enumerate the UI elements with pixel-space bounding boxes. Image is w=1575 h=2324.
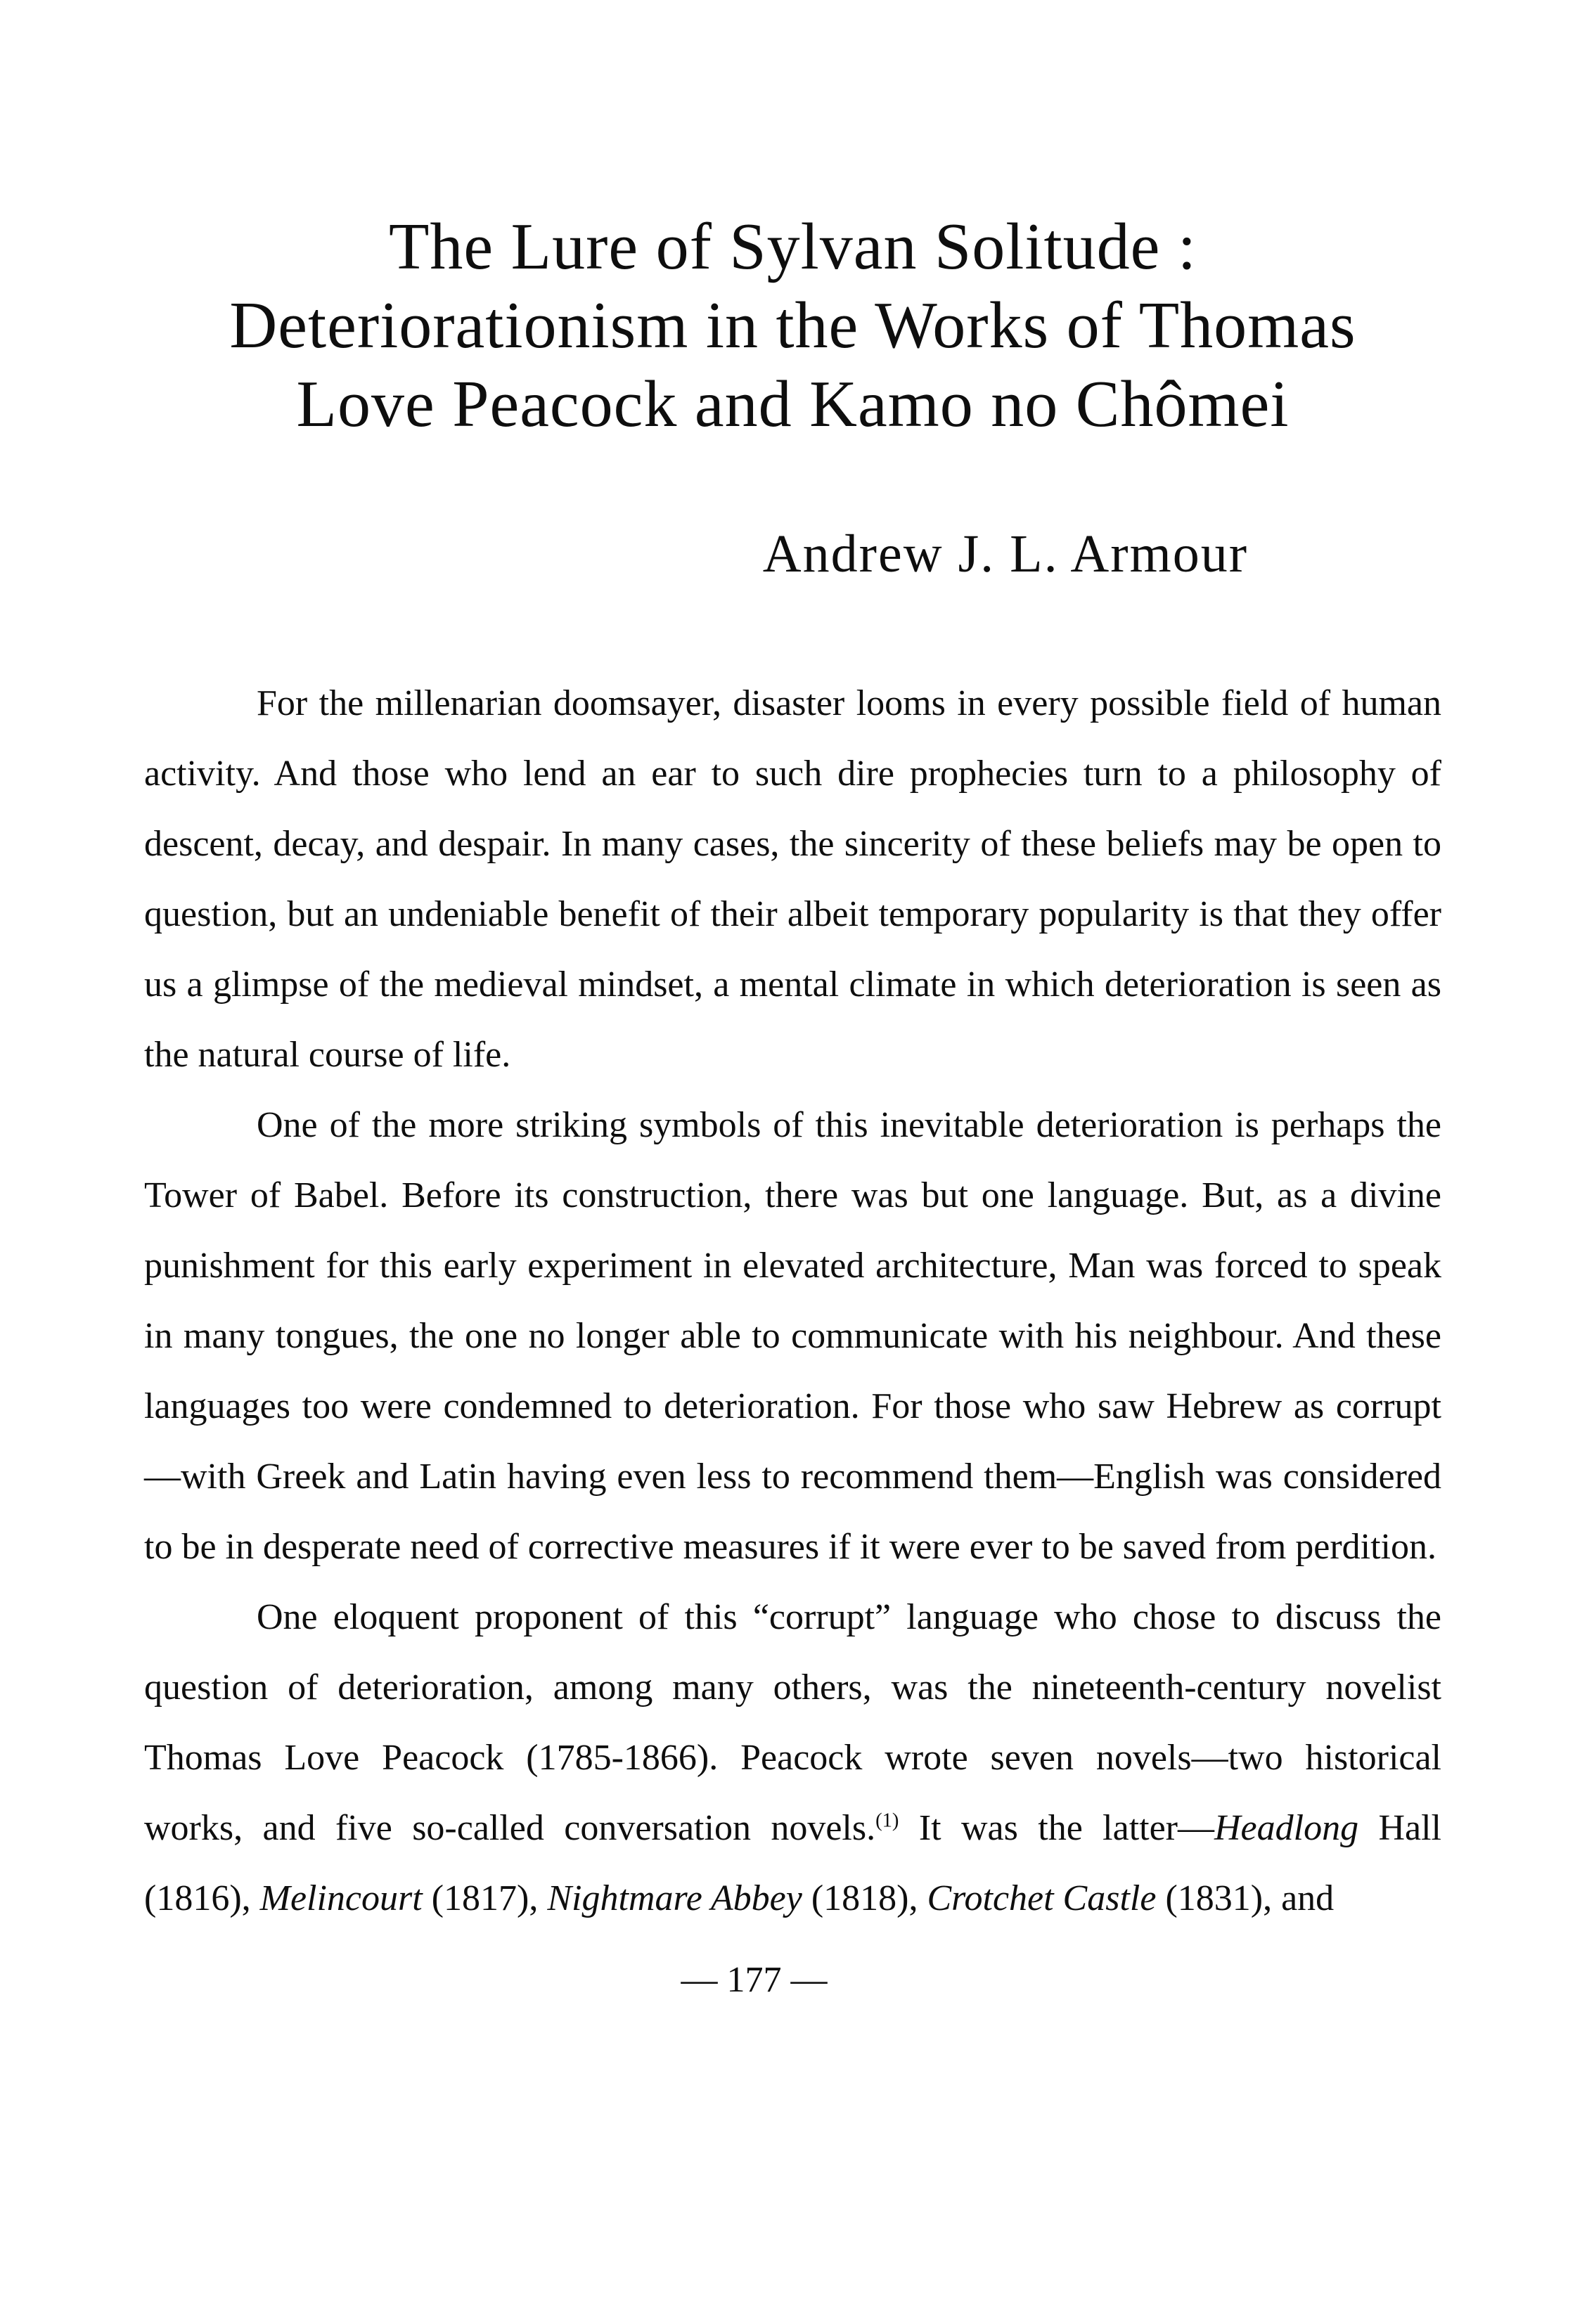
article-title — [144, 207, 1441, 444]
article-body — [144, 669, 1441, 1934]
title-line-1: The Lure of Sylvan Solitude : — [389, 210, 1197, 283]
title-line-2: Deteriorationism in the Works of Thomas — [229, 289, 1356, 362]
author-name: Andrew J. L. Armour — [762, 524, 1248, 583]
page-footer — [105, 1959, 1403, 2001]
page-number: — 177 — — [681, 1960, 828, 2000]
paragraph-3: One eloquent proponent of this “corrupt” language who chose to discuss the question of deterioration, among many others, was the nineteenth-century novelist Thomas Love Peacock (1785-1866). Peacock wrote seven novels—two historical works, and five so-called conversation novels.$^{(1)}$ It was the latter—Headlong Hall (1816), Melincourt (1817), Nightmare Abbey (1818), Crotchet Castle (1831), and — [144, 1597, 1441, 1918]
paragraph-1: For the millenarian doomsayer, disaster looms in every possible field of human activity. And those who lend an ear to such dire prophecies turn to a philosophy of descent, decay, and despair. In many cases, the sincerity of these beliefs may be open to question, but an undeniable benefit of their albeit temporary popularity is that they offer us a glimpse of the medieval mindset, a mental climate in which deterioration is seen as the natural course of life. — [144, 683, 1441, 1075]
author-row — [144, 522, 1441, 586]
title-line-3: Love Peacock and Kamo no Chômei — [296, 368, 1290, 441]
paragraph-2: One of the more striking symbols of this inevitable deterioration is perhaps the Tower of Babel. Before its construction, there was but one language. But, as a divine punishment for this early experiment in elevated architecture, Man was forced to speak in many tongues, the one no longer able to communicate with his neighbour. And these languages too were condemned to deterioration. For those who saw Hebrew as corrupt—with Greek and Latin having even less to recommend them—English was considered to be in desperate need of corrective measures if it were ever to be saved from perdition. — [144, 1105, 1441, 1567]
